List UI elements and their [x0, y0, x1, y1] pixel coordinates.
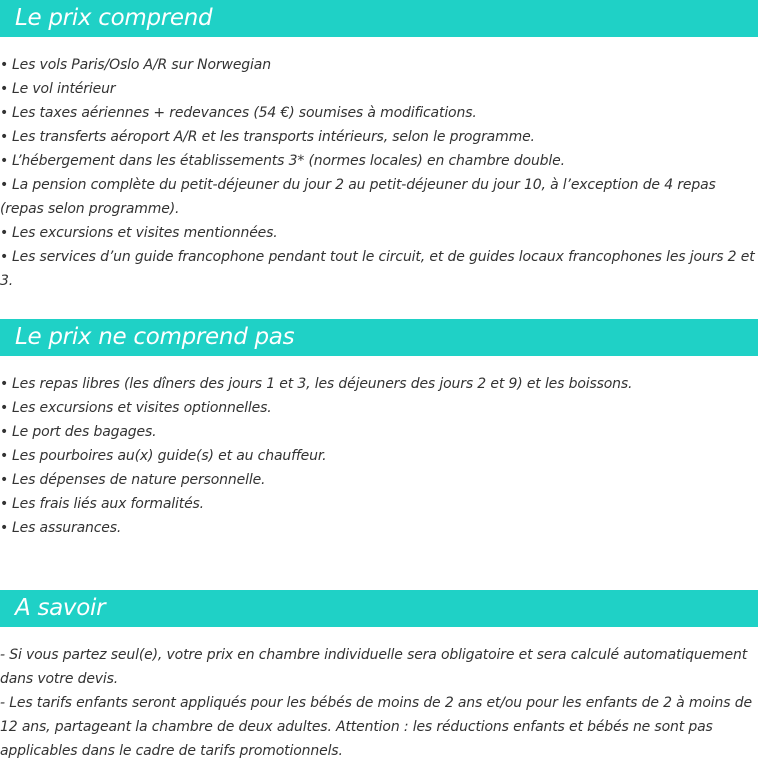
- list-item: [0, 173, 758, 221]
- list-item-text: Les services d’un guide francophone pendant tout le circuit, et de guides locaux francophones les jours 2 et 3.: [0, 249, 755, 289]
- info-heading: A savoir: [0, 590, 758, 627]
- excludes-list: [0, 372, 758, 540]
- list-item: [0, 221, 758, 245]
- list-item-text: Les dépenses de nature personnelle.: [12, 472, 266, 488]
- info-paragraph: - Les tarifs enfants seront appliqués pour les bébés de moins de 2 ans et/ou pour les enfants de 2 à moins de 12 ans, partageant la chambre de deux adultes. Attention : les réductions enfants et bébés ne sont pas applicables dans le cadre de tarifs promotionnels.: [0, 695, 752, 759]
- includes-list: [0, 53, 758, 293]
- bullet-icon: •: [0, 129, 9, 145]
- list-item: [0, 468, 758, 492]
- bullet-icon: •: [0, 153, 9, 169]
- list-item: [0, 77, 758, 101]
- list-item-text: Les pourboires au(x) guide(s) et au chauffeur.: [12, 448, 327, 464]
- info-body: [0, 643, 758, 763]
- list-item: [0, 420, 758, 444]
- info-section: [0, 590, 758, 763]
- bullet-icon: •: [0, 249, 9, 265]
- excludes-heading: Le prix ne comprend pas: [0, 319, 758, 356]
- bullet-icon: •: [0, 496, 9, 512]
- bullet-icon: •: [0, 376, 9, 392]
- list-item: [0, 101, 758, 125]
- list-item: [0, 53, 758, 77]
- list-item-text: La pension complète du petit-déjeuner du jour 2 au petit-déjeuner du jour 10, à l’exception de 4 repas (repas selon programme).: [0, 177, 716, 217]
- list-item: [0, 125, 758, 149]
- list-item: [0, 372, 758, 396]
- list-item: [0, 492, 758, 516]
- list-item-text: Les repas libres (les dîners des jours 1 et 3, les déjeuners des jours 2 et 9) et les boissons.: [12, 376, 633, 392]
- list-item: [0, 444, 758, 468]
- list-item-text: Les excursions et visites mentionnées.: [12, 225, 278, 241]
- list-item-text: Les taxes aériennes + redevances (54 €) soumises à modifications.: [12, 105, 477, 121]
- includes-heading: Le prix comprend: [0, 0, 758, 37]
- includes-section: [0, 0, 758, 293]
- list-item-text: L’hébergement dans les établissements 3* (normes locales) en chambre double.: [12, 153, 565, 169]
- list-item-text: Le vol intérieur: [12, 81, 116, 97]
- bullet-icon: •: [0, 177, 9, 193]
- list-item: [0, 149, 758, 173]
- list-item-text: Les frais liés aux formalités.: [12, 496, 204, 512]
- list-item-text: Le port des bagages.: [12, 424, 157, 440]
- list-item: [0, 245, 758, 293]
- bullet-icon: •: [0, 400, 9, 416]
- list-item: [0, 516, 758, 540]
- bullet-icon: •: [0, 520, 9, 536]
- bullet-icon: •: [0, 424, 9, 440]
- list-item-text: Les assurances.: [12, 520, 122, 536]
- bullet-icon: •: [0, 81, 9, 97]
- bullet-icon: •: [0, 225, 9, 241]
- excludes-section: [0, 319, 758, 540]
- bullet-icon: •: [0, 472, 9, 488]
- bullet-icon: •: [0, 57, 9, 73]
- info-paragraph: - Si vous partez seul(e), votre prix en chambre individuelle sera obligatoire et sera calculé automatiquement dans votre devis.: [0, 647, 748, 687]
- bullet-icon: •: [0, 448, 9, 464]
- list-item-text: Les vols Paris/Oslo A/R sur Norwegian: [12, 57, 271, 73]
- list-item-text: Les excursions et visites optionnelles.: [12, 400, 272, 416]
- list-item: [0, 396, 758, 420]
- bullet-icon: •: [0, 105, 9, 121]
- list-item-text: Les transferts aéroport A/R et les transports intérieurs, selon le programme.: [12, 129, 535, 145]
